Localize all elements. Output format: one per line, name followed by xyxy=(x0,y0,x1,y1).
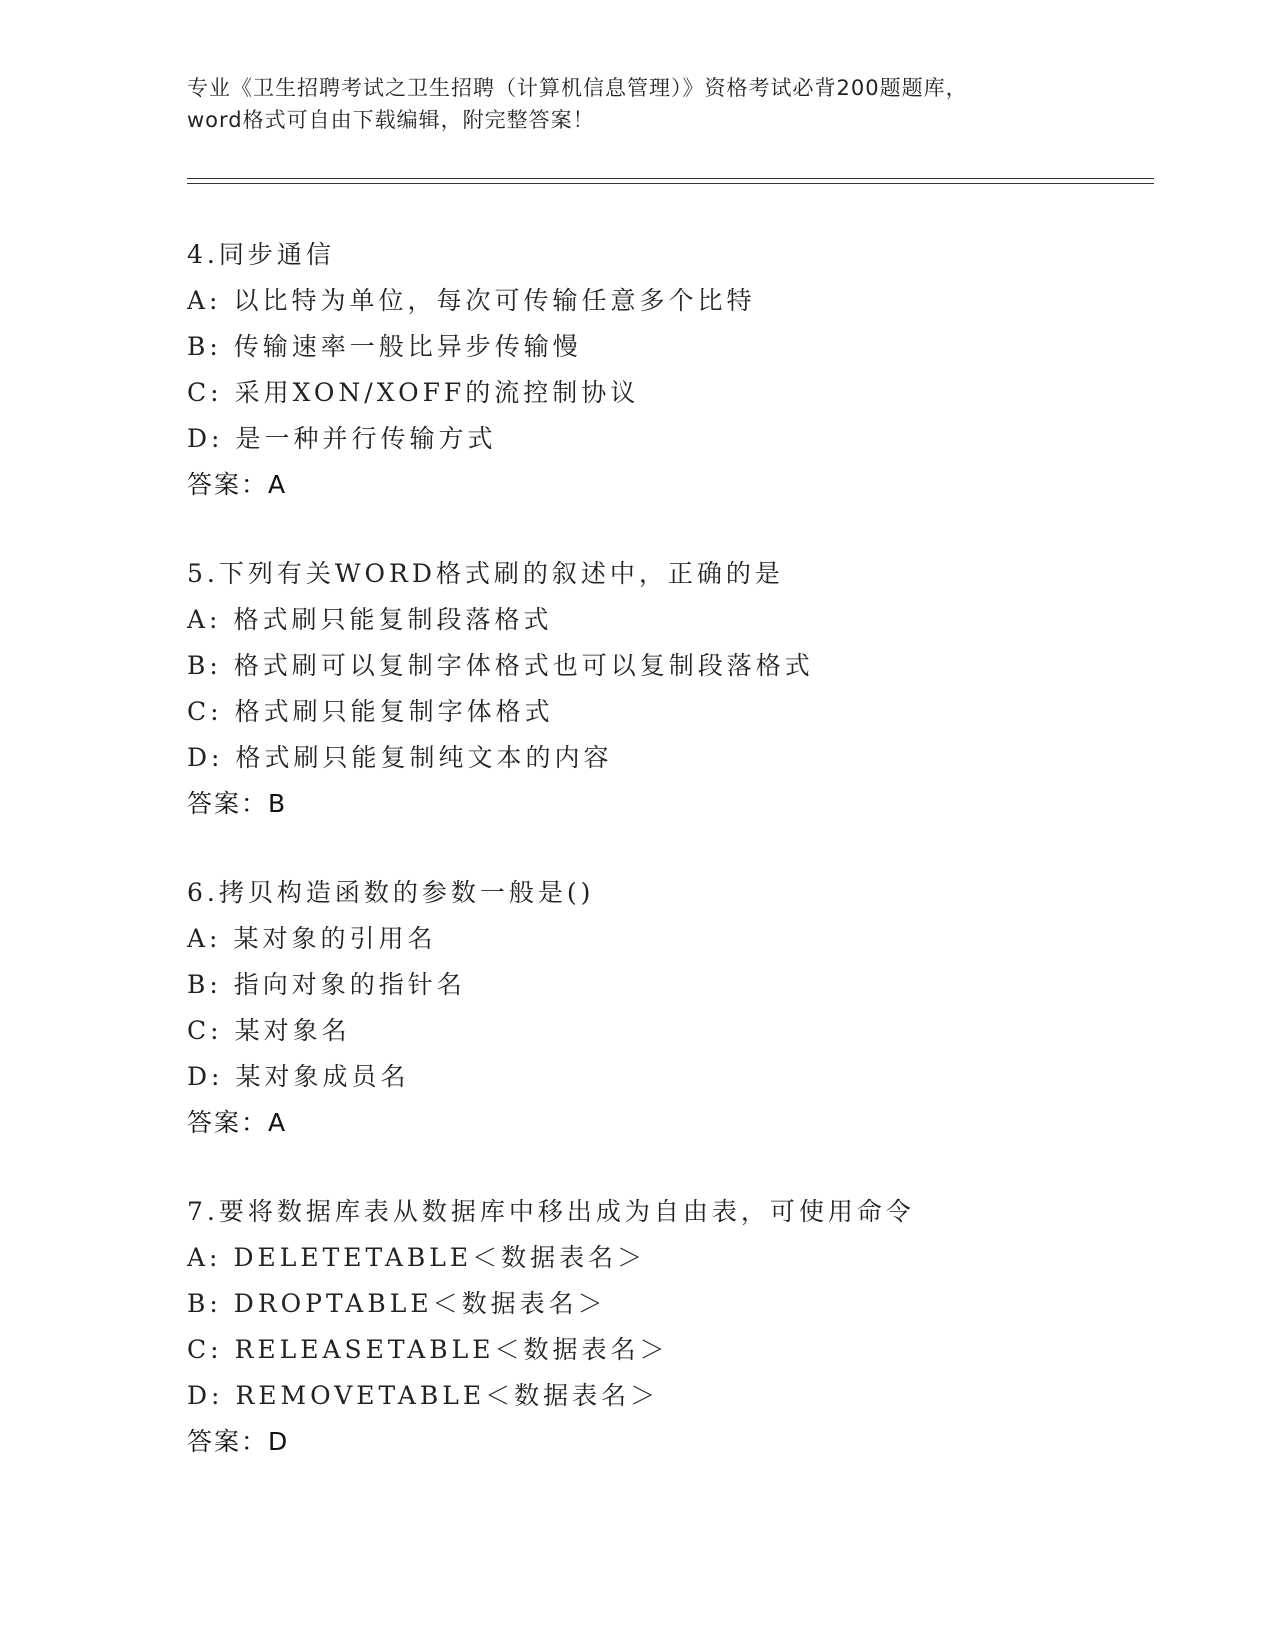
answer: 答案：A xyxy=(187,1108,288,1137)
option-label: A: xyxy=(187,1243,222,1272)
question-title: 4.同步通信 xyxy=(187,240,335,269)
option-text: 格式刷只能复制纯文本的内容 xyxy=(235,743,613,772)
option-label: C: xyxy=(187,378,223,407)
option-label: A: xyxy=(187,286,222,315)
header-divider-bottom xyxy=(187,183,1154,184)
option-a xyxy=(187,597,1187,643)
option-text: DROPTABLE＜数据表名＞ xyxy=(233,1289,607,1318)
answer: 答案：D xyxy=(187,1427,290,1456)
option-text: 格式刷只能复制段落格式 xyxy=(233,605,553,634)
option-a xyxy=(187,916,1187,962)
question-title: 6.拷贝构造函数的参数一般是() xyxy=(187,878,595,907)
option-c xyxy=(187,370,1187,416)
option-text: 是一种并行传输方式 xyxy=(235,424,497,453)
option-b xyxy=(187,643,1187,689)
answer: 答案：B xyxy=(187,789,288,818)
option-c xyxy=(187,1327,1187,1373)
option-label: D: xyxy=(187,1381,224,1410)
option-label: B: xyxy=(187,1289,222,1318)
header-line-2: word格式可自由下载编辑，附完整答案！ xyxy=(187,108,595,132)
option-c xyxy=(187,1008,1187,1054)
option-c xyxy=(187,689,1187,735)
question-title: 7.要将数据库表从数据库中移出成为自由表，可使用命令 xyxy=(187,1197,915,1226)
option-label: B: xyxy=(187,970,222,999)
option-text: REMOVETABLE＜数据表名＞ xyxy=(235,1381,660,1410)
option-b xyxy=(187,324,1187,370)
header-line-1: 专业《卫生招聘考试之卫生招聘（计算机信息管理）》资格考试必背200题题库， xyxy=(187,76,968,100)
option-label: A: xyxy=(187,924,222,953)
option-label: D: xyxy=(187,743,224,772)
question-4 xyxy=(187,232,1187,508)
question-6 xyxy=(187,870,1187,1146)
option-label: A: xyxy=(187,605,222,634)
option-label: D: xyxy=(187,1062,224,1091)
answer: 答案：A xyxy=(187,470,288,499)
option-text: DELETETABLE＜数据表名＞ xyxy=(233,1243,647,1272)
question-list xyxy=(187,232,1187,1508)
option-d xyxy=(187,1373,1187,1419)
option-b xyxy=(187,1281,1187,1327)
option-text: RELEASETABLE＜数据表名＞ xyxy=(234,1335,669,1364)
option-label: C: xyxy=(187,1016,223,1045)
option-text: 以比特为单位，每次可传输任意多个比特 xyxy=(233,286,756,315)
document-header xyxy=(187,72,1087,136)
option-a xyxy=(187,278,1187,324)
option-text: 采用XON/XOFF的流控制协议 xyxy=(234,378,640,407)
option-label: D: xyxy=(187,424,224,453)
option-text: 某对象成员名 xyxy=(235,1062,410,1091)
header-divider-top xyxy=(187,178,1154,179)
question-7 xyxy=(187,1189,1187,1465)
option-text: 某对象名 xyxy=(234,1016,351,1045)
question-title: 5.下列有关WORD格式刷的叙述中，正确的是 xyxy=(187,559,784,588)
option-text: 格式刷只能复制字体格式 xyxy=(234,697,554,726)
option-text: 传输速率一般比异步传输慢 xyxy=(233,332,582,361)
question-5 xyxy=(187,551,1187,827)
option-d xyxy=(187,416,1187,462)
option-b xyxy=(187,962,1187,1008)
option-text: 某对象的引用名 xyxy=(233,924,437,953)
option-a xyxy=(187,1235,1187,1281)
option-text: 格式刷可以复制字体格式也可以复制段落格式 xyxy=(233,651,814,680)
option-label: B: xyxy=(187,651,222,680)
option-label: B: xyxy=(187,332,222,361)
option-text: 指向对象的指针名 xyxy=(233,970,466,999)
option-label: C: xyxy=(187,1335,223,1364)
option-d xyxy=(187,735,1187,781)
option-d xyxy=(187,1054,1187,1100)
option-label: C: xyxy=(187,697,223,726)
